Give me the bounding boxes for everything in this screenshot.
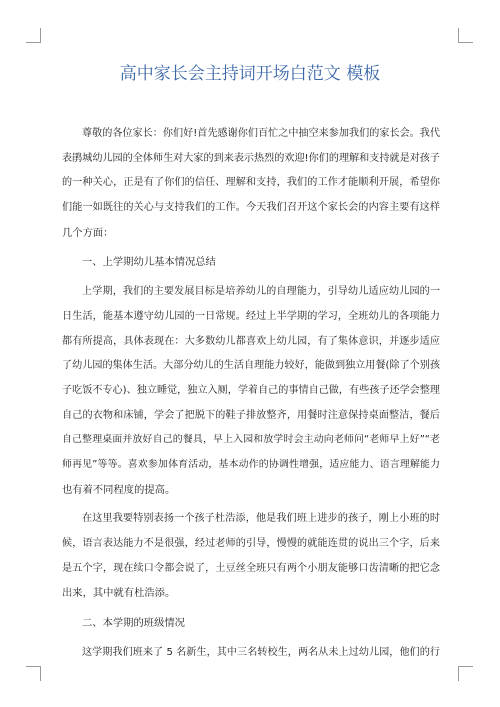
paragraph-praise: [62, 507, 440, 606]
text-line: 日生活，能基本遵守幼儿园的一日常规。经过上半学期的学习，全班幼儿的各项能力: [62, 310, 440, 322]
text-line: 自己的衣物和床铺，学会了把脱下的鞋子排放整齐，用餐时注意保持桌面整洁，餐后: [62, 409, 440, 421]
crop-mark-bottom-left: [26, 666, 41, 681]
text-line: 在这里我要特别表扬一个孩子杜浩添，他是我们班上进步的孩子，刚上小班的时: [82, 513, 440, 525]
text-line: 了幼儿园的集体生活。大部分幼儿的生活自理能力较好，能做到独立用餐(除了个别孩: [62, 360, 440, 372]
paragraph-last-semester: [62, 280, 440, 502]
text-line: 们能一如既往的关心与支持我们的工作。今天我们召开这个家长会的内容主要有这样: [62, 202, 440, 214]
document-body: [62, 122, 440, 665]
text-line: 二、本学期的班级情况: [82, 617, 185, 630]
text-line: 是五个字，现在续口令都会说了，土豆丝全班只有两个小朋友能够口齿清晰的把它念: [62, 562, 440, 574]
text-line: 尊敬的各位家长：你们好!首先感谢你们百忙之中抽空来参加我们的家长会。我代: [82, 128, 440, 139]
paragraph-this-semester: [62, 641, 440, 666]
text-line: 都有所提高，具体表现在：大多数幼儿都喜欢上幼儿园，有了集体意识，并逐步适应: [62, 335, 440, 347]
document-title: 高中家长会主持词开场白范文 模板: [119, 64, 381, 84]
text-line: 师再见”等等。喜欢参加体育活动，基本动作的协调性增强，适应能力、语言理解能力: [62, 458, 440, 470]
crop-mark-top-right: [458, 28, 473, 43]
text-line: 一、上学期幼儿基本情况总结: [82, 256, 216, 269]
crop-mark-top-left: [26, 28, 41, 43]
text-line: 这学期我们班来了 5 名新生，其中三名转校生，两名从未上过幼儿园，他们的行: [82, 646, 440, 658]
text-line: 表鹃城幼儿园的全体师生对大家的到来表示热烈的欢迎!你们的理解和支持就是对孩子: [62, 152, 440, 164]
text-line: 几个方面：: [62, 226, 114, 239]
text-line: 也有着不同程度的提高。: [62, 483, 176, 496]
text-line: 的一种关心，正是有了你们的信任、理解和支持，我们的工作才能顺利开展，希望你: [62, 177, 440, 189]
section-heading-2: [62, 611, 440, 636]
text-line: 出来，其中就有杜浩添。: [62, 587, 176, 600]
text-line: 候，语言表达能力不是很强，经过老师的引导，慢慢的就能连贯的说出三个字，后来: [62, 538, 440, 549]
section-heading-1: [62, 250, 440, 275]
crop-mark-bottom-right: [458, 666, 473, 681]
text-line: 上学期，我们的主要发展目标是培养幼儿的自理能力，引导幼儿适应幼儿园的一: [82, 286, 440, 298]
text-line: 子吃饭不专心)、独立睡觉，独立入厕，学着自己的事情自己做，有些孩子还学会整理: [62, 384, 440, 396]
paragraph-greeting: [62, 122, 440, 245]
text-line: 自己整理桌面并放好自己的餐具，早上入园和放学时会主动向老师问“老师早上好”“老: [62, 434, 440, 446]
